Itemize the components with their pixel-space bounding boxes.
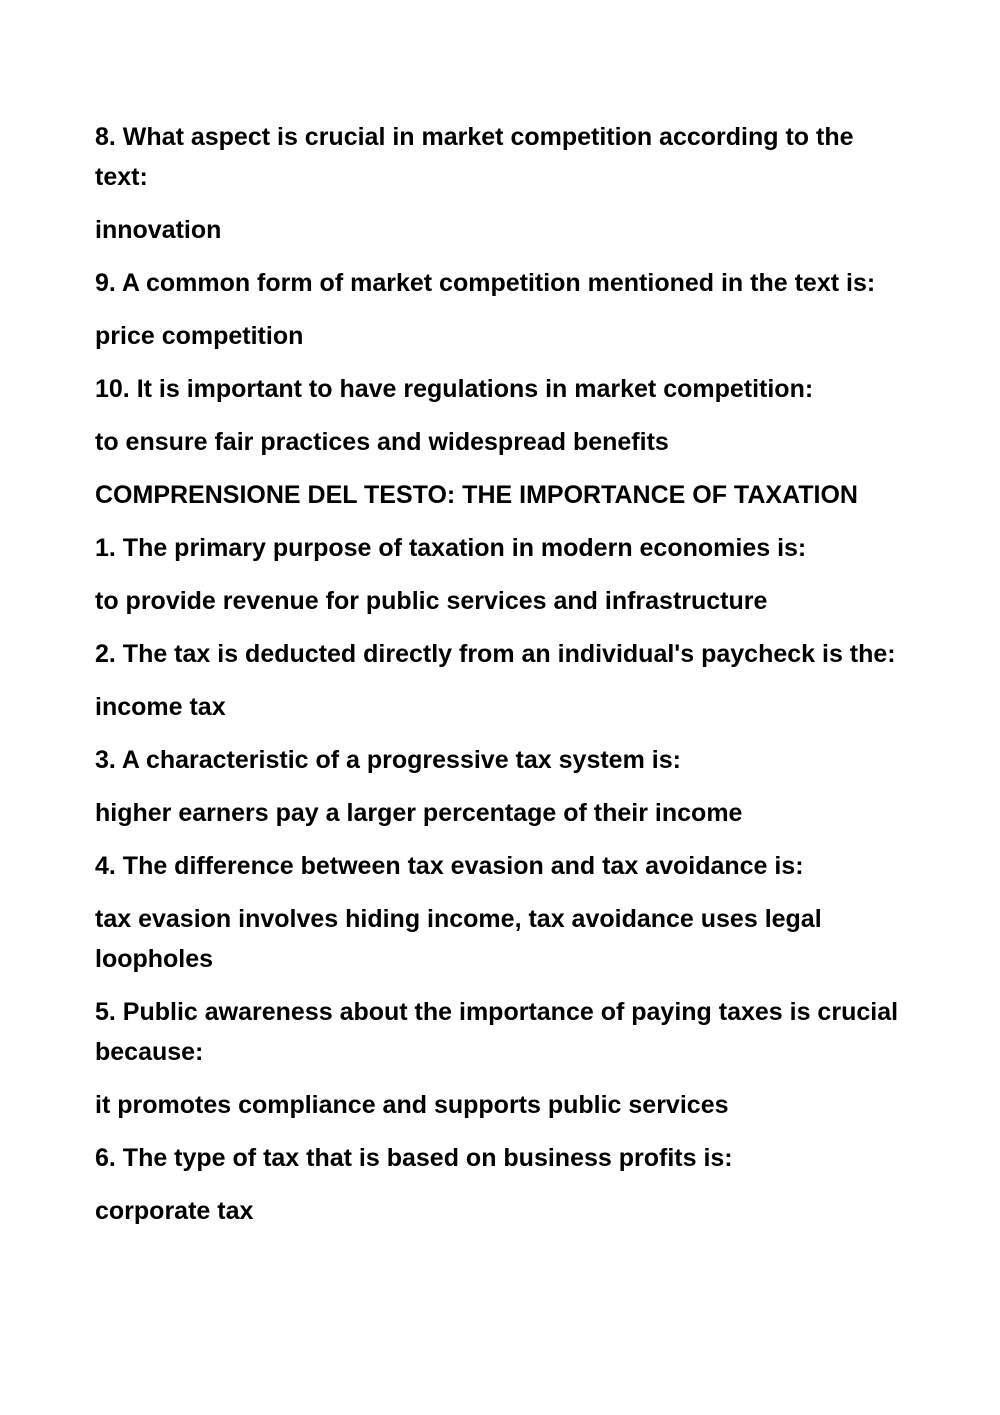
document-page xyxy=(95,117,905,1244)
answer-5: it promotes compliance and supports public services xyxy=(95,1091,729,1119)
answer-10: to ensure fair practices and widespread benefits xyxy=(95,428,669,456)
answer-2: income tax xyxy=(95,693,226,721)
answer-1: to provide revenue for public services and infrastructure xyxy=(95,587,768,615)
question-3: 3. A characteristic of a progressive tax system is: xyxy=(95,746,681,774)
answer-4: tax evasion involves hiding income, tax avoidance uses legal loopholes xyxy=(95,905,822,973)
question-1: 1. The primary purpose of taxation in modern economies is: xyxy=(95,534,807,562)
question-5: 5. Public awareness about the importance of paying taxes is crucial because: xyxy=(95,998,899,1066)
question-6: 6. The type of tax that is based on business profits is: xyxy=(95,1144,733,1172)
answer-3: higher earners pay a larger percentage of their income xyxy=(95,799,743,827)
answer-6: corporate tax xyxy=(95,1197,254,1225)
question-2: 2. The tax is deducted directly from an individual's paycheck is the: xyxy=(95,640,896,668)
question-4: 4. The difference between tax evasion and tax avoidance is: xyxy=(95,852,804,880)
answer-8: innovation xyxy=(95,216,222,244)
section-heading: COMPRENSIONE DEL TESTO: THE IMPORTANCE OF TAXATION xyxy=(95,481,858,509)
answer-9: price competition xyxy=(95,322,304,350)
question-8: 8. What aspect is crucial in market competition according to the text: xyxy=(95,123,854,191)
question-9: 9. A common form of market competition mentioned in the text is: xyxy=(95,269,876,297)
question-10: 10. It is important to have regulations in market competition: xyxy=(95,375,814,403)
